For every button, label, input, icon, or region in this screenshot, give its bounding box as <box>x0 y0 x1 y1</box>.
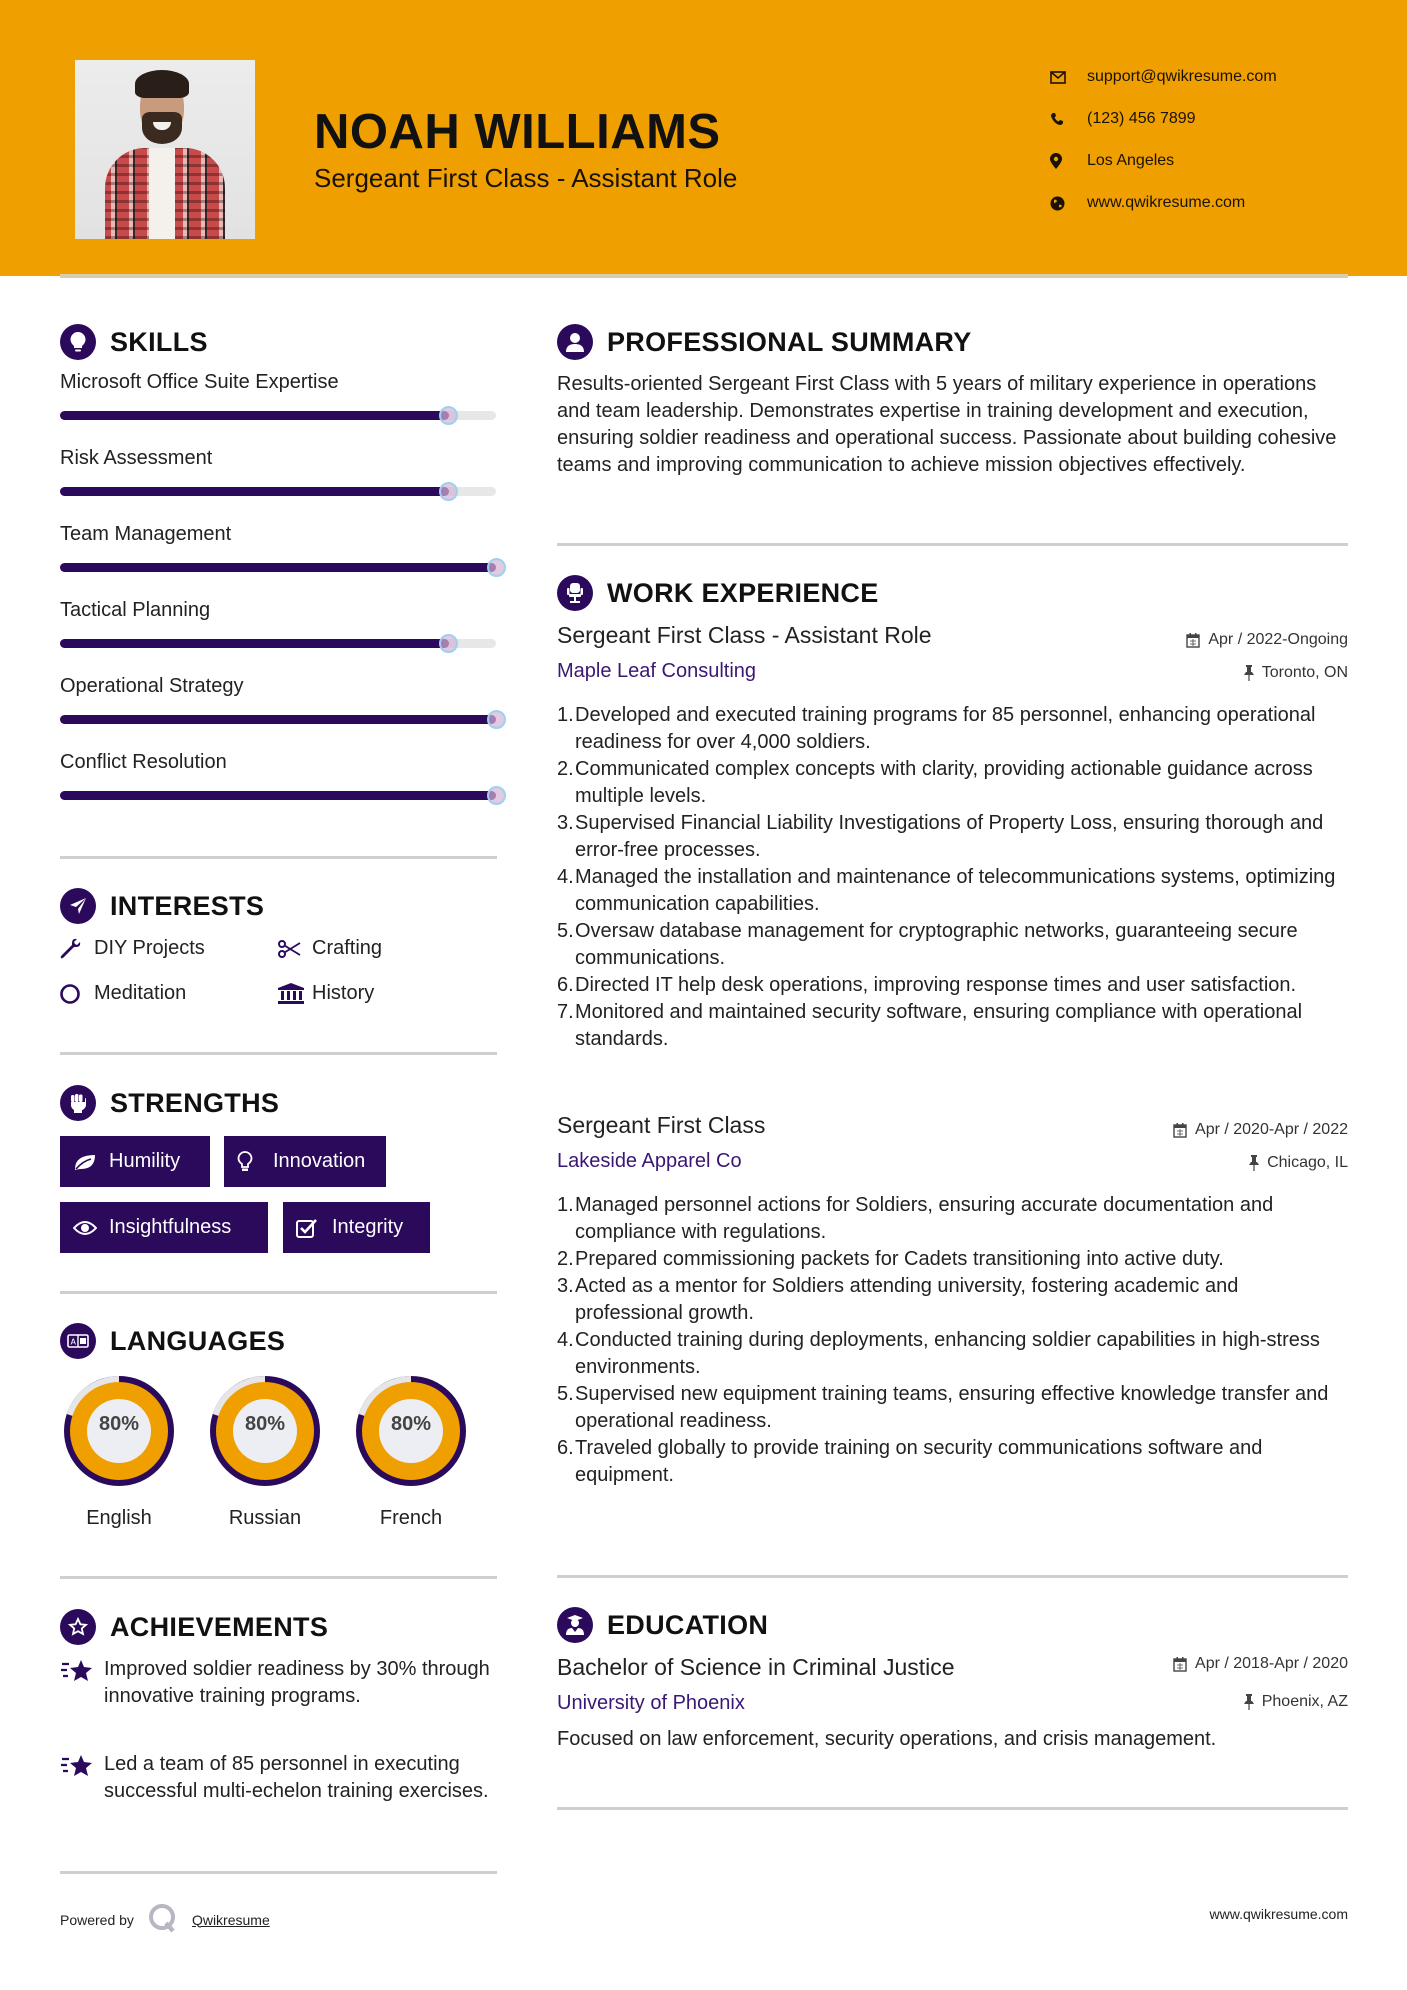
contact-list <box>1050 56 1277 224</box>
footer-website-link[interactable]: www.qwikresume.com <box>1209 1906 1348 1922</box>
interest-label: Meditation <box>94 982 187 1004</box>
language-percent: 80% <box>390 1413 432 1435</box>
skill-bar <box>60 411 496 420</box>
responsibility-item: 7. Monitored and maintained security software, ensuring compliance with operational standards. <box>557 1001 1303 1050</box>
pushpin-icon <box>1244 1694 1254 1710</box>
pushpin-icon <box>1244 665 1254 681</box>
section-divider <box>557 543 1348 546</box>
skill-label: Team Management <box>60 523 232 545</box>
responsibility-item: 4. Managed the installation and maintenance of telecommunications systems, optimizing communication capabilities. <box>557 866 1336 915</box>
contact-phone-text: (123) 456 7899 <box>1087 110 1196 127</box>
strength-tag <box>224 1136 386 1187</box>
job-location <box>1244 664 1348 682</box>
shooting-star-icon <box>60 1751 104 1805</box>
map-pin-icon <box>1050 151 1074 171</box>
strength-tag <box>283 1202 430 1253</box>
strength-label: Humility <box>109 1150 181 1172</box>
responsibility-item: 2. Prepared commissioning packets for Cadets transitioning into active duty. <box>557 1248 1224 1270</box>
checkbox-icon <box>296 1218 322 1238</box>
languages-heading <box>60 1323 285 1359</box>
job-location-text: Chicago, IL <box>1267 1154 1348 1171</box>
star-badge-icon <box>60 1609 96 1645</box>
skill-bar <box>60 791 496 800</box>
job-location-text: Toronto, ON <box>1261 664 1348 681</box>
skill-item <box>60 751 500 774</box>
job-dates <box>1186 631 1348 649</box>
paper-plane-icon <box>60 888 96 924</box>
achievement-text: Led a team of 85 personnel in executing successful multi-echelon training exercises. <box>104 1753 489 1802</box>
eye-icon <box>73 1220 99 1236</box>
section-divider <box>60 1052 497 1055</box>
skill-bar <box>60 715 496 724</box>
fist-icon <box>60 1085 96 1121</box>
achievement-item <box>60 1751 500 1805</box>
responsibility-item: 1. Developed and executed training programs for 85 personnel, enhancing operational readiness for over 4,000 soldiers. <box>557 704 1316 753</box>
leaf-icon <box>73 1153 99 1171</box>
photo-undershirt <box>149 148 175 239</box>
strength-label: Insightfulness <box>109 1216 232 1238</box>
skill-item <box>60 447 500 470</box>
skills-heading <box>60 324 208 360</box>
job-responsibilities <box>557 702 1347 1053</box>
user-icon <box>557 324 593 360</box>
interest-label: History <box>312 982 375 1004</box>
photo-hair <box>135 70 189 98</box>
strength-tag <box>60 1136 210 1187</box>
language-label: French <box>379 1507 443 1529</box>
museum-icon <box>278 983 306 1005</box>
section-divider <box>60 1871 497 1874</box>
skill-item <box>60 371 500 394</box>
contact-email[interactable] <box>1050 56 1277 98</box>
skill-bar-knob <box>439 634 458 653</box>
summary-heading <box>557 324 972 360</box>
summary-text: Results-oriented Sergeant First Class with 5 years of military experience in operations and team leadership. Demonstrates expertise in training development and execution, ensuring soldier readiness and operational success. Passionate about building cohesive teams and improving communication to achieve mission objectives effectively. <box>557 373 1337 476</box>
interests-heading <box>60 888 264 924</box>
responsibility-item: 5. Oversaw database management for cryptographic networks, guaranteeing secure communications. <box>557 920 1298 969</box>
skills-title: SKILLS <box>110 326 208 357</box>
responsibility-item: 4. Conducted training during deployments, enhancing soldier capabilities in high-stress environments. <box>557 1329 1320 1378</box>
phone-icon <box>1050 109 1074 129</box>
globe-icon <box>1050 193 1074 213</box>
language-item <box>349 1369 473 1530</box>
job-company: Maple Leaf Consulting <box>557 660 757 682</box>
job-company: Lakeside Apparel Co <box>557 1150 742 1172</box>
language-percent: 80% <box>98 1413 140 1435</box>
contact-website-text: www.qwikresume.com <box>1087 194 1246 211</box>
education-location-text: Phoenix, AZ <box>1261 1693 1348 1710</box>
responsibility-item: 2. Communicated complex concepts with clarity, providing actionable guidance across multiple levels. <box>557 758 1313 807</box>
skill-label: Risk Assessment <box>60 447 213 469</box>
skill-bar-knob <box>439 482 458 501</box>
job-dates-text: Apr / 2022-Ongoing <box>1208 631 1348 648</box>
contact-location <box>1050 140 1277 182</box>
envelope-icon <box>1050 67 1074 87</box>
strength-tag <box>60 1202 268 1253</box>
wrench-icon <box>60 938 88 960</box>
lightbulb-icon <box>237 1151 263 1173</box>
experience-heading <box>557 575 879 611</box>
language-label: English <box>86 1507 152 1529</box>
education-heading <box>557 1607 768 1643</box>
interest-item <box>60 937 205 960</box>
skill-bar-knob <box>487 710 506 729</box>
skill-bar <box>60 639 496 648</box>
interest-label: Crafting <box>312 937 383 959</box>
pushpin-icon <box>1249 1155 1259 1171</box>
responsibility-item: 3. Acted as a mentor for Soldiers attending university, fostering academic and professional growth. <box>557 1275 1239 1324</box>
achievement-item <box>60 1656 500 1710</box>
language-label: Russian <box>228 1507 302 1529</box>
education-dates-text: Apr / 2018-Apr / 2020 <box>1195 1655 1348 1672</box>
powered-by-label: Powered by <box>60 1911 134 1928</box>
skill-bar <box>60 563 496 572</box>
skill-item <box>60 523 500 546</box>
contact-email-text: support@qwikresume.com <box>1087 68 1277 85</box>
responsibility-item: 6. Directed IT help desk operations, improving response times and user satisfaction. <box>557 974 1297 996</box>
language-icon <box>60 1323 96 1359</box>
education-title: EDUCATION <box>607 1609 769 1640</box>
experience-title: WORK EXPERIENCE <box>607 577 879 608</box>
skill-bar <box>60 487 496 496</box>
skill-label: Conflict Resolution <box>60 751 227 773</box>
job-title: Sergeant First Class <box>557 1112 766 1138</box>
interest-item <box>60 982 186 1005</box>
calendar-icon <box>1173 1122 1187 1138</box>
achievement-text: Improved soldier readiness by 30% through innovative training programs. <box>104 1658 490 1707</box>
education-description: Focused on law enforcement, security operations, and crisis management. <box>557 1728 1217 1750</box>
job-title: Sergeant First Class - Assistant Role <box>557 622 932 648</box>
lightbulb-icon <box>60 324 96 360</box>
profile-photo <box>75 60 255 239</box>
contact-phone[interactable] <box>1050 98 1277 140</box>
qwikresume-link[interactable]: Qwikresume <box>191 1911 270 1928</box>
skill-bar-knob <box>487 786 506 805</box>
interests-title: INTERESTS <box>110 890 265 921</box>
job-dates-text: Apr / 2020-Apr / 2022 <box>1195 1121 1348 1138</box>
languages-title: LANGUAGES <box>110 1325 286 1356</box>
strength-label: Innovation <box>273 1150 366 1172</box>
contact-website[interactable] <box>1050 182 1277 224</box>
section-divider <box>557 1575 1348 1578</box>
section-divider <box>60 1576 497 1579</box>
language-item <box>57 1369 181 1530</box>
language-item <box>203 1369 327 1530</box>
powered-by <box>60 1903 270 1936</box>
circle-icon <box>60 983 88 1005</box>
strengths-heading <box>60 1085 279 1121</box>
skill-bar-knob <box>487 558 506 577</box>
shooting-star-icon <box>60 1656 104 1710</box>
interest-label: DIY Projects <box>94 937 205 959</box>
job-location <box>1249 1154 1348 1172</box>
candidate-name: NOAH WILLIAMS <box>314 105 721 159</box>
scissors-icon <box>278 940 306 958</box>
strength-label: Integrity <box>332 1216 404 1238</box>
calendar-icon <box>1173 1656 1187 1672</box>
job-dates <box>1173 1121 1348 1139</box>
responsibility-item: 6. Traveled globally to provide training on security communications software and equipment. <box>557 1437 1263 1486</box>
svg-text:A: A <box>70 1337 76 1347</box>
section-divider <box>60 1291 497 1294</box>
graduate-icon <box>557 1607 593 1643</box>
responsibility-item: 3. Supervised Financial Liability Investigations of Property Loss, ensuring thorough and error-free processes. <box>557 812 1324 861</box>
skill-label: Tactical Planning <box>60 599 211 621</box>
skill-label: Microsoft Office Suite Expertise <box>60 371 339 393</box>
responsibility-item: 1. Managed personnel actions for Soldiers, ensuring accurate documentation and compliance with regulations. <box>557 1194 1274 1243</box>
language-percent: 80% <box>244 1413 286 1435</box>
achievements-title: ACHIEVEMENTS <box>110 1611 329 1642</box>
responsibility-item: 5. Supervised new equipment training teams, ensuring effective knowledge transfer and operational readiness. <box>557 1383 1329 1432</box>
section-divider <box>60 856 497 859</box>
contact-location-text: Los Angeles <box>1087 152 1175 169</box>
job-responsibilities <box>557 1192 1347 1489</box>
header-divider <box>60 274 1348 278</box>
office-chair-icon <box>557 575 593 611</box>
interest-item <box>278 937 382 960</box>
qwikresume-logo-icon <box>148 1903 178 1936</box>
skill-item <box>60 675 500 698</box>
calendar-icon <box>1186 632 1200 648</box>
strengths-title: STRENGTHS <box>110 1087 280 1118</box>
degree-title: Bachelor of Science in Criminal Justice <box>557 1654 955 1680</box>
interest-item <box>278 982 374 1005</box>
section-divider <box>557 1807 1348 1810</box>
candidate-title: Sergeant First Class - Assistant Role <box>314 163 738 193</box>
skill-label: Operational Strategy <box>60 675 244 697</box>
skill-bar-knob <box>439 406 458 425</box>
education-dates <box>1173 1655 1348 1673</box>
school-name: University of Phoenix <box>557 1692 745 1714</box>
achievements-heading <box>60 1609 328 1645</box>
skill-item <box>60 599 500 622</box>
education-location <box>1244 1693 1348 1711</box>
summary-title: PROFESSIONAL SUMMARY <box>607 326 972 357</box>
